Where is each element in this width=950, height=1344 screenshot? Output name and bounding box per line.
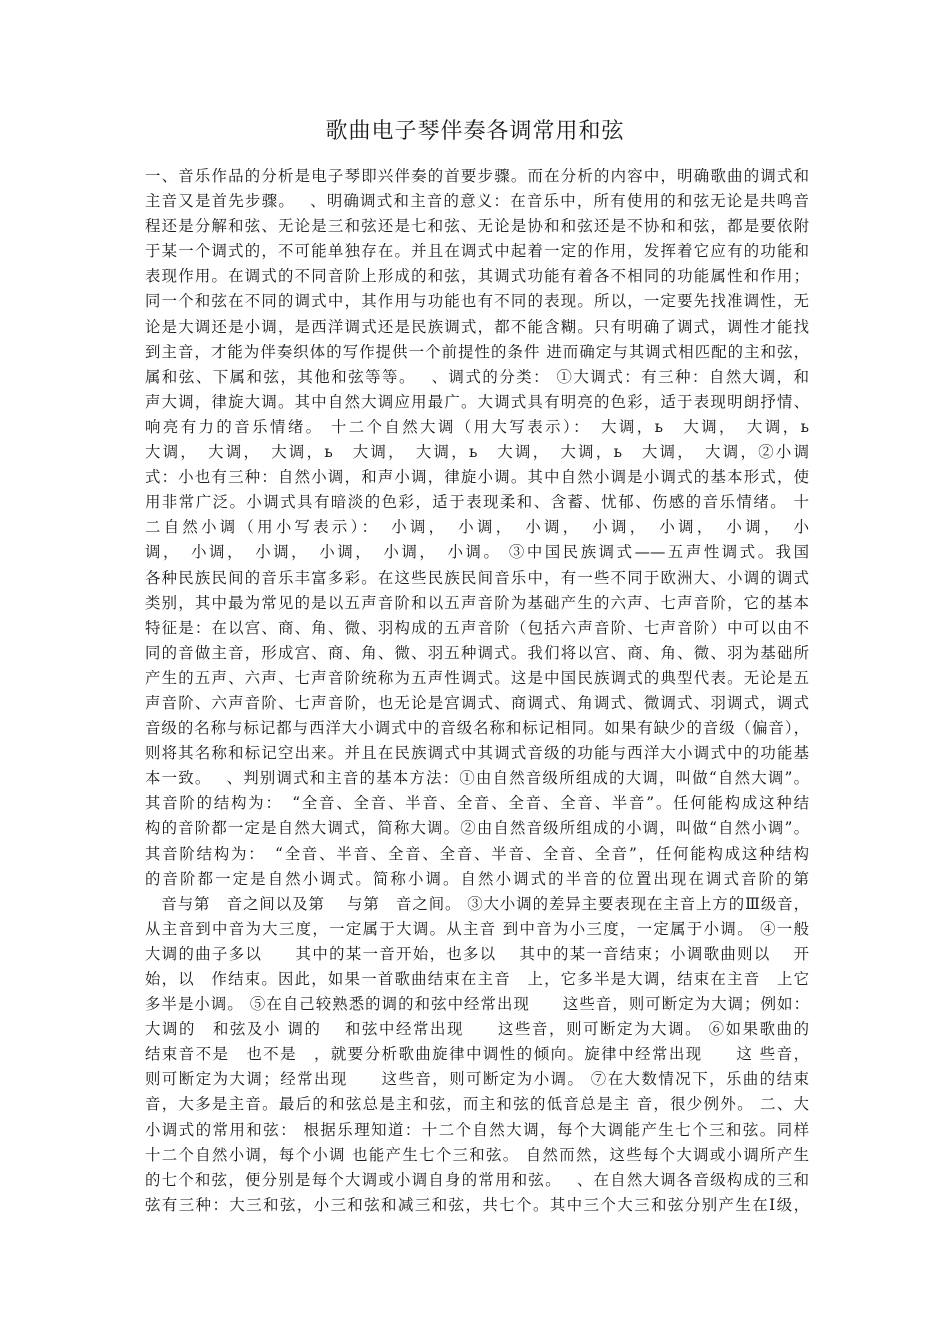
body-text-line: 表现作用。在调式的不同音阶上形成的和弦，其调式功能有着各不相同的功能属性和作用； [145,267,809,286]
body-text-line: 各种民族民间的音乐丰富多彩。在这些民族民间音乐中，有一些不同于欧洲大、小调的调式 [145,568,809,587]
body-text-line: 则可断定为大调；经常出现 这些音，则可断定为小调。 ⑦在大数情况下，乐曲的结束 [145,1070,809,1089]
document-title: 歌曲电子琴伴奏各调常用和弦 [325,119,625,144]
body-text-line: 声音阶、六声音阶、七声音阶，也无论是宫调式、商调式、角调式、微调式、羽调式，调式 [145,693,809,712]
body-text-line: 特征是：在以宫、商、角、微、羽构成的五声音阶（包括六声音阶、七声音阶）中可以由不 [145,618,809,637]
body-text-line: 大调， 大调， 大调，ь 大调， 大调，ь 大调， 大调，ь 大调， 大调，②小调 [145,443,809,462]
body-text-line: 调， 小调， 小调， 小调， 小调， 小调。 ③中国民族调式——五声性调式。我国 [145,543,809,562]
body-text-line: 于某一个调式的，不可能单独存在。并且在调式中起着一定的作用，发挥着它应有的功能和 [145,242,809,261]
body-text-line: 式：小也有三种：自然小调，和声小调，律旋小调。其中自然小调是小调式的基本形式，使 [145,468,809,487]
body-text-line: 从主音到中音为大三度，一定属于大调。从主音 到中音为小三度，一定属于小调。 ④一般 [145,919,809,938]
body-text-line: 始，以 作结束。因此，如果一首歌曲结束在主音 上，它多半是大调，结束在主音 上它 [145,970,809,988]
body-text-line: 本一致。 、判别调式和主音的基本方法：①由自然音级所组成的大调，叫做“自然大调”。 [145,769,809,788]
body-text-line: 其音阶的结构为： “全音、全音、半音、全音、全音、全音、半音”。任何能构成这种结 [145,794,809,813]
body-text-line: 论是大调还是小调，是西洋调式还是民族调式，都不能含糊。只有明确了调式，调性才能找 [145,317,809,336]
body-text-line: 则将其名称和标记空出来。并且在民族调式中其调式音级的功能与西洋大小调式中的功能基 [145,744,809,763]
body-text-line: 弦有三种：大三和弦，小三和弦和减三和弦，共七个。其中三个大三和弦分别产生在Ⅰ级， [145,1195,809,1214]
body-text-line: 的音阶都一定是自然小调式。简称小调。自然小调式的半音的位置出现在调式音阶的第 [145,869,809,888]
body-text-line: 音，大多是主音。最后的和弦总是主和弦，而主和弦的低音总是主 音，很少例外。 二、大 [145,1095,809,1114]
body-text-line: 大调的曲子多以 其中的某一音开始，也多以 其中的某一音结束；小调歌曲则以 开 [145,944,809,963]
body-text-line: 的七个和弦，便分别是每个大调或小调自身的常用和弦。 、在自然大调各音级构成的三和 [145,1170,809,1189]
body-text-line: 到主音，才能为伴奏织体的写作提供一个前提性的条件 进而确定与其调式相匹配的主和弦， [145,342,809,361]
body-text-line: 音级的名称与标记都与西洋大小调式中的音级名称和标记相同。如果有缺少的音级（偏音）， [145,719,809,738]
body-text-line: 产生的五声、六声、七声音阶统称为五声性调式。这是中国民族调式的典型代表。无论是五 [145,668,809,687]
body-text-line: 属和弦、下属和弦，其他和弦等等。 、调式的分类： ①大调式：有三种：自然大调，和 [145,367,809,386]
body-text-line: 小调式的常用和弦： 根据乐理知道：十二个自然大调，每个大调能产生七个三和弦。同样 [145,1120,809,1139]
body-text-line: 同的音做主音，形成宫、商、角、微、羽五种调式。我们将以宫、商、角、微、羽为基础所 [145,643,809,662]
body-text-line: 构的音阶都一定是自然大调式，简称大调。②由自然音级所组成的小调，叫做“自然小调”。 [145,819,809,838]
body-text-line: 用非常广泛。小调式具有暗淡的色彩，适于表现柔和、含蓄、忧郁、伤感的音乐情绪。 十 [145,493,809,512]
body-text-line: 同一个和弦在不同的调式中，其作用与功能也有不同的表现。所以，一定要先找准调性，无 [145,292,809,311]
body-text-line: 响亮有力的音乐情绪。 十二个自然大调（用大写表示）： 大调，ь 大调， 大调，ь [145,417,809,436]
body-text-line: 主音又是首先步骤。 、明确调式和主音的意义：在音乐中，所有使用的和弦无论是共鸣音 [145,192,809,211]
body-text-line: 十二个自然小调，每个小调 也能产生七个三和弦。 自然而然，这些每个大调或小调所产生 [145,1145,809,1164]
body-text-line: 结束音不是 也不是 ，就要分析歌曲旋律中调性的倾向。旋律中经常出现 这 些音， [145,1045,809,1064]
body-text-line: 大调的 和弦及小 调的 和弦中经常出现 这些音，则可断定为大调。 ⑥如果歌曲的 [145,1020,809,1039]
body-text-line: 二自然小调（用小写表示）： 小调， 小调， 小调， 小调， 小调， 小调， 小 [145,518,809,537]
body-text-line: 程还是分解和弦、无论是三和弦还是七和弦、无论是协和和弦还是不协和和弦，都是要依附 [145,217,809,236]
body-text-line: 类别，其中最为常见的是以五声音阶和以五声音阶为基础产生的六声、七声音阶，它的基本 [145,593,809,612]
body-text-line: 音与第 音之间以及第 与第 音之间。 ③大小调的差异主要表现在主音上方的Ⅲ级音， [145,894,809,913]
body-text-line: 一、音乐作品的分析是电子琴即兴伴奏的首要步骤。而在分析的内容中，明确歌曲的调式和 [145,167,809,185]
document-body [145,164,809,1274]
body-text-line: 其音阶结构为： “全音、半音、全音、全音、半音、全音、全音”，任何能构成这种结构 [145,844,809,863]
body-text-line: 多半是小调。 ⑤在自己较熟悉的调的和弦中经常出现 这些音，则可断定为大调；例如： [145,995,809,1014]
body-text-line: 声大调，律旋大调。其中自然大调应用最广。大调式具有明亮的色彩，适于表现明朗抒情、 [145,392,809,411]
